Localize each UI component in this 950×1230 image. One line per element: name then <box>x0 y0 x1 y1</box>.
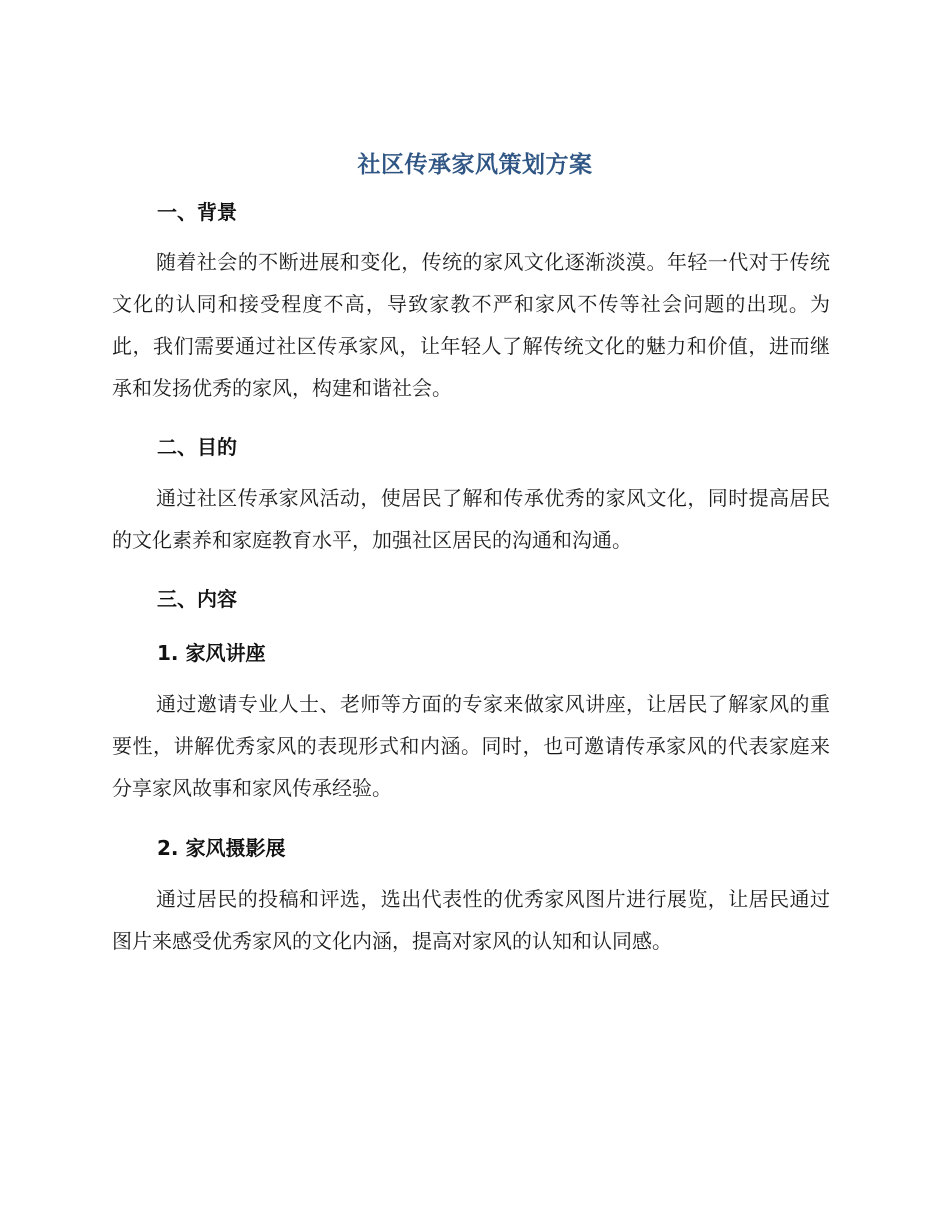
section-heading-purpose: 二、目的 <box>157 435 237 459</box>
paragraph-purpose: 通过社区传承家风活动，使居民了解和传承优秀的家风文化，同时提高居民的文化素养和家庭教育水平，加强社区居民的沟通和沟通。 <box>112 486 830 552</box>
document-title: 社区传承家风策划方案 <box>357 152 593 178</box>
paragraph-background: 随着社会的不断进展和变化，传统的家风文化逐渐淡漠。年轻一代对于传统文化的认同和接受程度不高，导致家教不严和家风不传等社会问题的出现。为此，我们需要通过社区传承家风，让年轻人了解传统文化的魅力和价值，进而继承和发扬优秀的家风，构建和谐社会。 <box>112 250 830 400</box>
paragraph-photo-exhibition: 通过居民的投稿和评选，选出代表性的优秀家风图片进行展览，让居民通过图片来感受优秀家风的文化内涵，提高对家风的认知和认同感。 <box>112 887 830 953</box>
paragraph-lecture: 通过邀请专业人士、老师等方面的专家来做家风讲座，让居民了解家风的重要性，讲解优秀家风的表现形式和内涵。同时，也可邀请传承家风的代表家庭来分享家风故事和家风传承经验。 <box>112 692 830 800</box>
section-heading-background: 一、背景 <box>157 200 237 224</box>
subsection-heading-lecture: 1. 家风讲座 <box>157 641 266 665</box>
subsection-heading-photo-exhibition: 2. 家风摄影展 <box>157 836 286 860</box>
section-heading-content: 三、内容 <box>157 587 237 611</box>
